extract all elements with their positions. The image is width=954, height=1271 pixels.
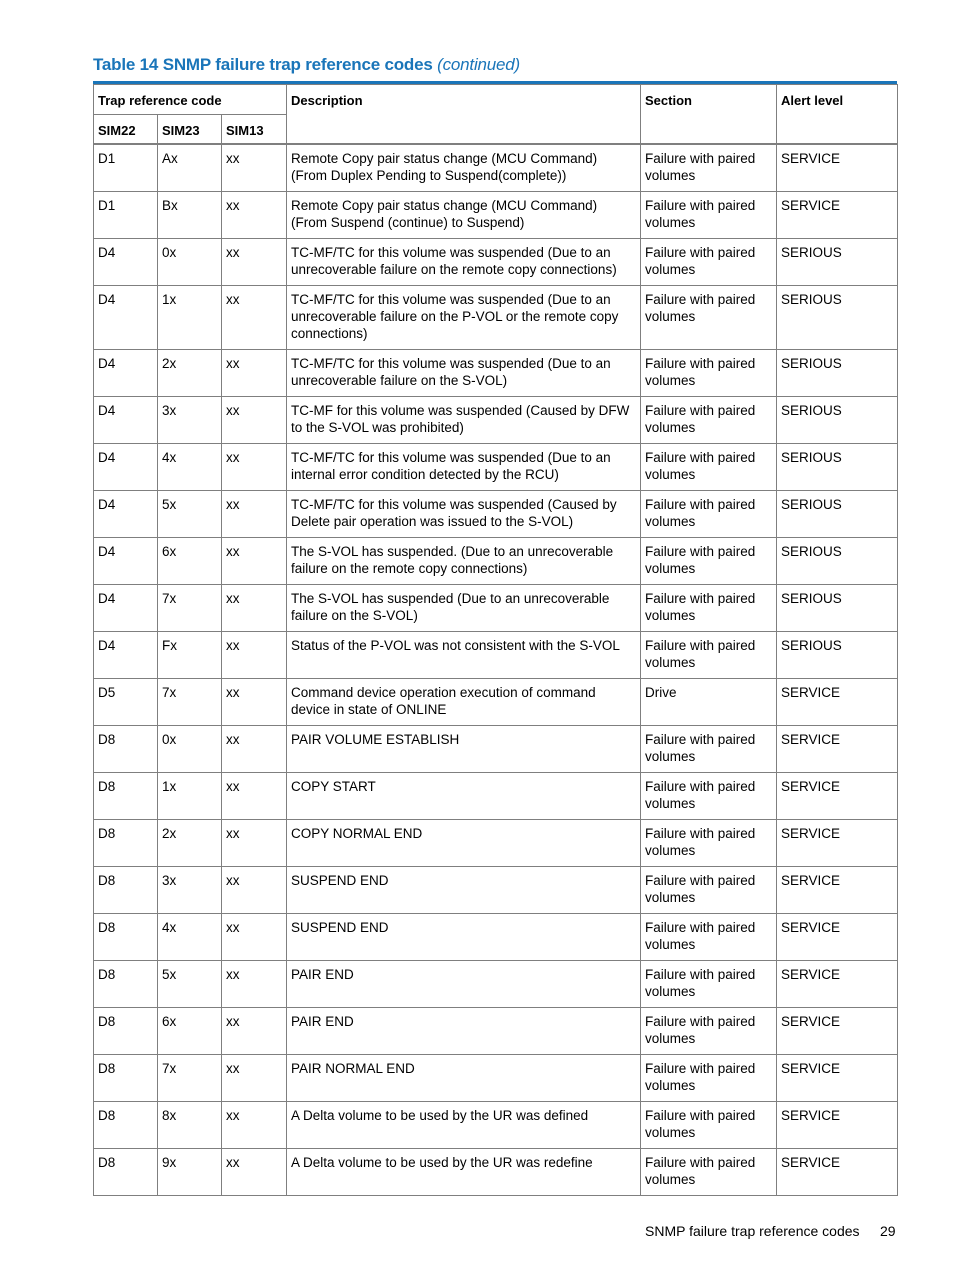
- sim13-cell: xx: [222, 1148, 287, 1195]
- alert-level-cell: SERVICE: [777, 1101, 898, 1148]
- section-cell: Failure with paired volumes: [641, 443, 777, 490]
- table-row: [94, 866, 898, 913]
- description-cell: Remote Copy pair status change (MCU Command) (From Suspend (continue) to Suspend): [287, 191, 641, 238]
- section-cell: Failure with paired volumes: [641, 913, 777, 960]
- description-cell: Status of the P-VOL was not consistent with the S-VOL: [287, 631, 641, 678]
- sim23-cell: Ax: [158, 144, 222, 191]
- description-cell: TC-MF/TC for this volume was suspended (Due to an unrecoverable failure on the S-VOL): [287, 349, 641, 396]
- description-cell: A Delta volume to be used by the UR was redefine: [287, 1148, 641, 1195]
- description-cell: SUSPEND END: [287, 913, 641, 960]
- sim22-cell: D8: [94, 772, 158, 819]
- section-cell: Failure with paired volumes: [641, 349, 777, 396]
- sim22-cell: D1: [94, 191, 158, 238]
- section-cell: Failure with paired volumes: [641, 537, 777, 584]
- section-cell: Failure with paired volumes: [641, 1007, 777, 1054]
- table-row: [94, 285, 898, 349]
- alert-level-cell: SERVICE: [777, 725, 898, 772]
- section-cell: Failure with paired volumes: [641, 238, 777, 285]
- header-trap-reference-code: Trap reference code: [94, 85, 287, 115]
- sim22-cell: D4: [94, 631, 158, 678]
- table-row: [94, 772, 898, 819]
- sim23-cell: 7x: [158, 1054, 222, 1101]
- sim23-cell: 9x: [158, 1148, 222, 1195]
- table-row: [94, 1101, 898, 1148]
- alert-level-cell: SERIOUS: [777, 490, 898, 537]
- description-cell: PAIR END: [287, 1007, 641, 1054]
- sim22-cell: D8: [94, 819, 158, 866]
- section-cell: Drive: [641, 678, 777, 725]
- alert-level-cell: SERVICE: [777, 819, 898, 866]
- sim13-cell: xx: [222, 1101, 287, 1148]
- table-row: [94, 631, 898, 678]
- sim23-cell: 0x: [158, 725, 222, 772]
- sim23-cell: 4x: [158, 443, 222, 490]
- sim13-cell: xx: [222, 285, 287, 349]
- table-title-suffix: (continued): [437, 55, 521, 74]
- sim22-cell: D4: [94, 349, 158, 396]
- alert-level-cell: SERVICE: [777, 772, 898, 819]
- sim22-cell: D4: [94, 584, 158, 631]
- table-title: [93, 55, 520, 75]
- alert-level-cell: SERVICE: [777, 191, 898, 238]
- table-row: [94, 1148, 898, 1195]
- sim22-cell: D4: [94, 537, 158, 584]
- sim23-cell: 2x: [158, 349, 222, 396]
- alert-level-cell: SERIOUS: [777, 285, 898, 349]
- section-cell: Failure with paired volumes: [641, 144, 777, 191]
- description-cell: TC-MF/TC for this volume was suspended (Due to an unrecoverable failure on the remote copy connections): [287, 238, 641, 285]
- header-sim22: SIM22: [94, 115, 158, 145]
- description-cell: SUSPEND END: [287, 866, 641, 913]
- section-cell: Failure with paired volumes: [641, 819, 777, 866]
- sim22-cell: D8: [94, 1148, 158, 1195]
- description-cell: PAIR END: [287, 960, 641, 1007]
- sim22-cell: D5: [94, 678, 158, 725]
- sim23-cell: 2x: [158, 819, 222, 866]
- section-cell: Failure with paired volumes: [641, 1054, 777, 1101]
- table-row: [94, 960, 898, 1007]
- alert-level-cell: SERVICE: [777, 678, 898, 725]
- section-cell: Failure with paired volumes: [641, 960, 777, 1007]
- sim13-cell: xx: [222, 1054, 287, 1101]
- sim22-cell: D4: [94, 396, 158, 443]
- table-row: [94, 238, 898, 285]
- description-cell: TC-MF/TC for this volume was suspended (Due to an unrecoverable failure on the P-VOL or the remote copy connections): [287, 285, 641, 349]
- alert-level-cell: SERVICE: [777, 1007, 898, 1054]
- sim23-cell: 7x: [158, 584, 222, 631]
- section-cell: Failure with paired volumes: [641, 866, 777, 913]
- sim13-cell: xx: [222, 396, 287, 443]
- header-alert-level: Alert level: [777, 85, 898, 145]
- sim13-cell: xx: [222, 772, 287, 819]
- section-cell: Failure with paired volumes: [641, 631, 777, 678]
- alert-level-cell: SERIOUS: [777, 443, 898, 490]
- alert-level-cell: SERVICE: [777, 866, 898, 913]
- sim23-cell: 5x: [158, 960, 222, 1007]
- sim23-cell: 6x: [158, 537, 222, 584]
- sim13-cell: xx: [222, 725, 287, 772]
- alert-level-cell: SERVICE: [777, 913, 898, 960]
- footer-text: SNMP failure trap reference codes: [645, 1223, 860, 1239]
- table-row: [94, 349, 898, 396]
- section-cell: Failure with paired volumes: [641, 396, 777, 443]
- table-body: [94, 144, 898, 1195]
- page-number: 29: [880, 1223, 896, 1239]
- sim22-cell: D8: [94, 960, 158, 1007]
- sim23-cell: 5x: [158, 490, 222, 537]
- sim13-cell: xx: [222, 349, 287, 396]
- sim13-cell: xx: [222, 913, 287, 960]
- alert-level-cell: SERIOUS: [777, 584, 898, 631]
- section-cell: Failure with paired volumes: [641, 490, 777, 537]
- table-row: [94, 913, 898, 960]
- sim13-cell: xx: [222, 678, 287, 725]
- header-sim13: SIM13: [222, 115, 287, 145]
- header-description: Description: [287, 85, 641, 145]
- table-row: [94, 1054, 898, 1101]
- sim13-cell: xx: [222, 1007, 287, 1054]
- sim22-cell: D8: [94, 866, 158, 913]
- sim23-cell: 1x: [158, 772, 222, 819]
- table-row: [94, 490, 898, 537]
- alert-level-cell: SERVICE: [777, 1148, 898, 1195]
- description-cell: COPY START: [287, 772, 641, 819]
- alert-level-cell: SERIOUS: [777, 631, 898, 678]
- table-row: [94, 1007, 898, 1054]
- section-cell: Failure with paired volumes: [641, 772, 777, 819]
- table-row: [94, 191, 898, 238]
- description-cell: TC-MF for this volume was suspended (Caused by DFW to the S-VOL was prohibited): [287, 396, 641, 443]
- sim13-cell: xx: [222, 866, 287, 913]
- sim13-cell: xx: [222, 191, 287, 238]
- table-row: [94, 144, 898, 191]
- header-section: Section: [641, 85, 777, 145]
- sim22-cell: D8: [94, 1007, 158, 1054]
- sim23-cell: Bx: [158, 191, 222, 238]
- sim22-cell: D8: [94, 913, 158, 960]
- sim13-cell: xx: [222, 584, 287, 631]
- sim22-cell: D4: [94, 490, 158, 537]
- description-cell: TC-MF/TC for this volume was suspended (Caused by Delete pair operation was issued to the S-VOL): [287, 490, 641, 537]
- table-row: [94, 584, 898, 631]
- sim23-cell: 3x: [158, 866, 222, 913]
- table-row: [94, 725, 898, 772]
- section-cell: Failure with paired volumes: [641, 725, 777, 772]
- sim22-cell: D4: [94, 285, 158, 349]
- alert-level-cell: SERIOUS: [777, 349, 898, 396]
- section-cell: Failure with paired volumes: [641, 1101, 777, 1148]
- sim22-cell: D1: [94, 144, 158, 191]
- alert-level-cell: SERIOUS: [777, 238, 898, 285]
- table-title-text: Table 14 SNMP failure trap reference codes: [93, 55, 433, 74]
- sim13-cell: xx: [222, 537, 287, 584]
- sim13-cell: xx: [222, 960, 287, 1007]
- sim13-cell: xx: [222, 819, 287, 866]
- table-row: [94, 537, 898, 584]
- description-cell: The S-VOL has suspended. (Due to an unrecoverable failure on the remote copy connections): [287, 537, 641, 584]
- sim23-cell: 8x: [158, 1101, 222, 1148]
- description-cell: COPY NORMAL END: [287, 819, 641, 866]
- sim13-cell: xx: [222, 144, 287, 191]
- sim22-cell: D8: [94, 1054, 158, 1101]
- description-cell: Command device operation execution of command device in state of ONLINE: [287, 678, 641, 725]
- sim23-cell: 0x: [158, 238, 222, 285]
- table-row: [94, 678, 898, 725]
- alert-level-cell: SERIOUS: [777, 537, 898, 584]
- sim22-cell: D8: [94, 1101, 158, 1148]
- sim23-cell: 7x: [158, 678, 222, 725]
- section-cell: Failure with paired volumes: [641, 285, 777, 349]
- section-cell: Failure with paired volumes: [641, 584, 777, 631]
- table-row: [94, 396, 898, 443]
- trap-codes-table: [93, 84, 898, 1196]
- sim23-cell: Fx: [158, 631, 222, 678]
- description-cell: Remote Copy pair status change (MCU Command) (From Duplex Pending to Suspend(complete)): [287, 144, 641, 191]
- sim22-cell: D4: [94, 238, 158, 285]
- description-cell: A Delta volume to be used by the UR was defined: [287, 1101, 641, 1148]
- sim22-cell: D4: [94, 443, 158, 490]
- alert-level-cell: SERIOUS: [777, 396, 898, 443]
- sim23-cell: 1x: [158, 285, 222, 349]
- sim23-cell: 3x: [158, 396, 222, 443]
- alert-level-cell: SERVICE: [777, 960, 898, 1007]
- sim13-cell: xx: [222, 238, 287, 285]
- description-cell: PAIR NORMAL END: [287, 1054, 641, 1101]
- sim23-cell: 6x: [158, 1007, 222, 1054]
- description-cell: PAIR VOLUME ESTABLISH: [287, 725, 641, 772]
- header-sim23: SIM23: [158, 115, 222, 145]
- sim13-cell: xx: [222, 490, 287, 537]
- description-cell: TC-MF/TC for this volume was suspended (Due to an internal error condition detected by the RCU): [287, 443, 641, 490]
- description-cell: The S-VOL has suspended (Due to an unrecoverable failure on the S-VOL): [287, 584, 641, 631]
- alert-level-cell: SERVICE: [777, 144, 898, 191]
- table-row: [94, 819, 898, 866]
- alert-level-cell: SERVICE: [777, 1054, 898, 1101]
- section-cell: Failure with paired volumes: [641, 1148, 777, 1195]
- sim23-cell: 4x: [158, 913, 222, 960]
- sim13-cell: xx: [222, 631, 287, 678]
- sim13-cell: xx: [222, 443, 287, 490]
- sim22-cell: D8: [94, 725, 158, 772]
- section-cell: Failure with paired volumes: [641, 191, 777, 238]
- table-row: [94, 443, 898, 490]
